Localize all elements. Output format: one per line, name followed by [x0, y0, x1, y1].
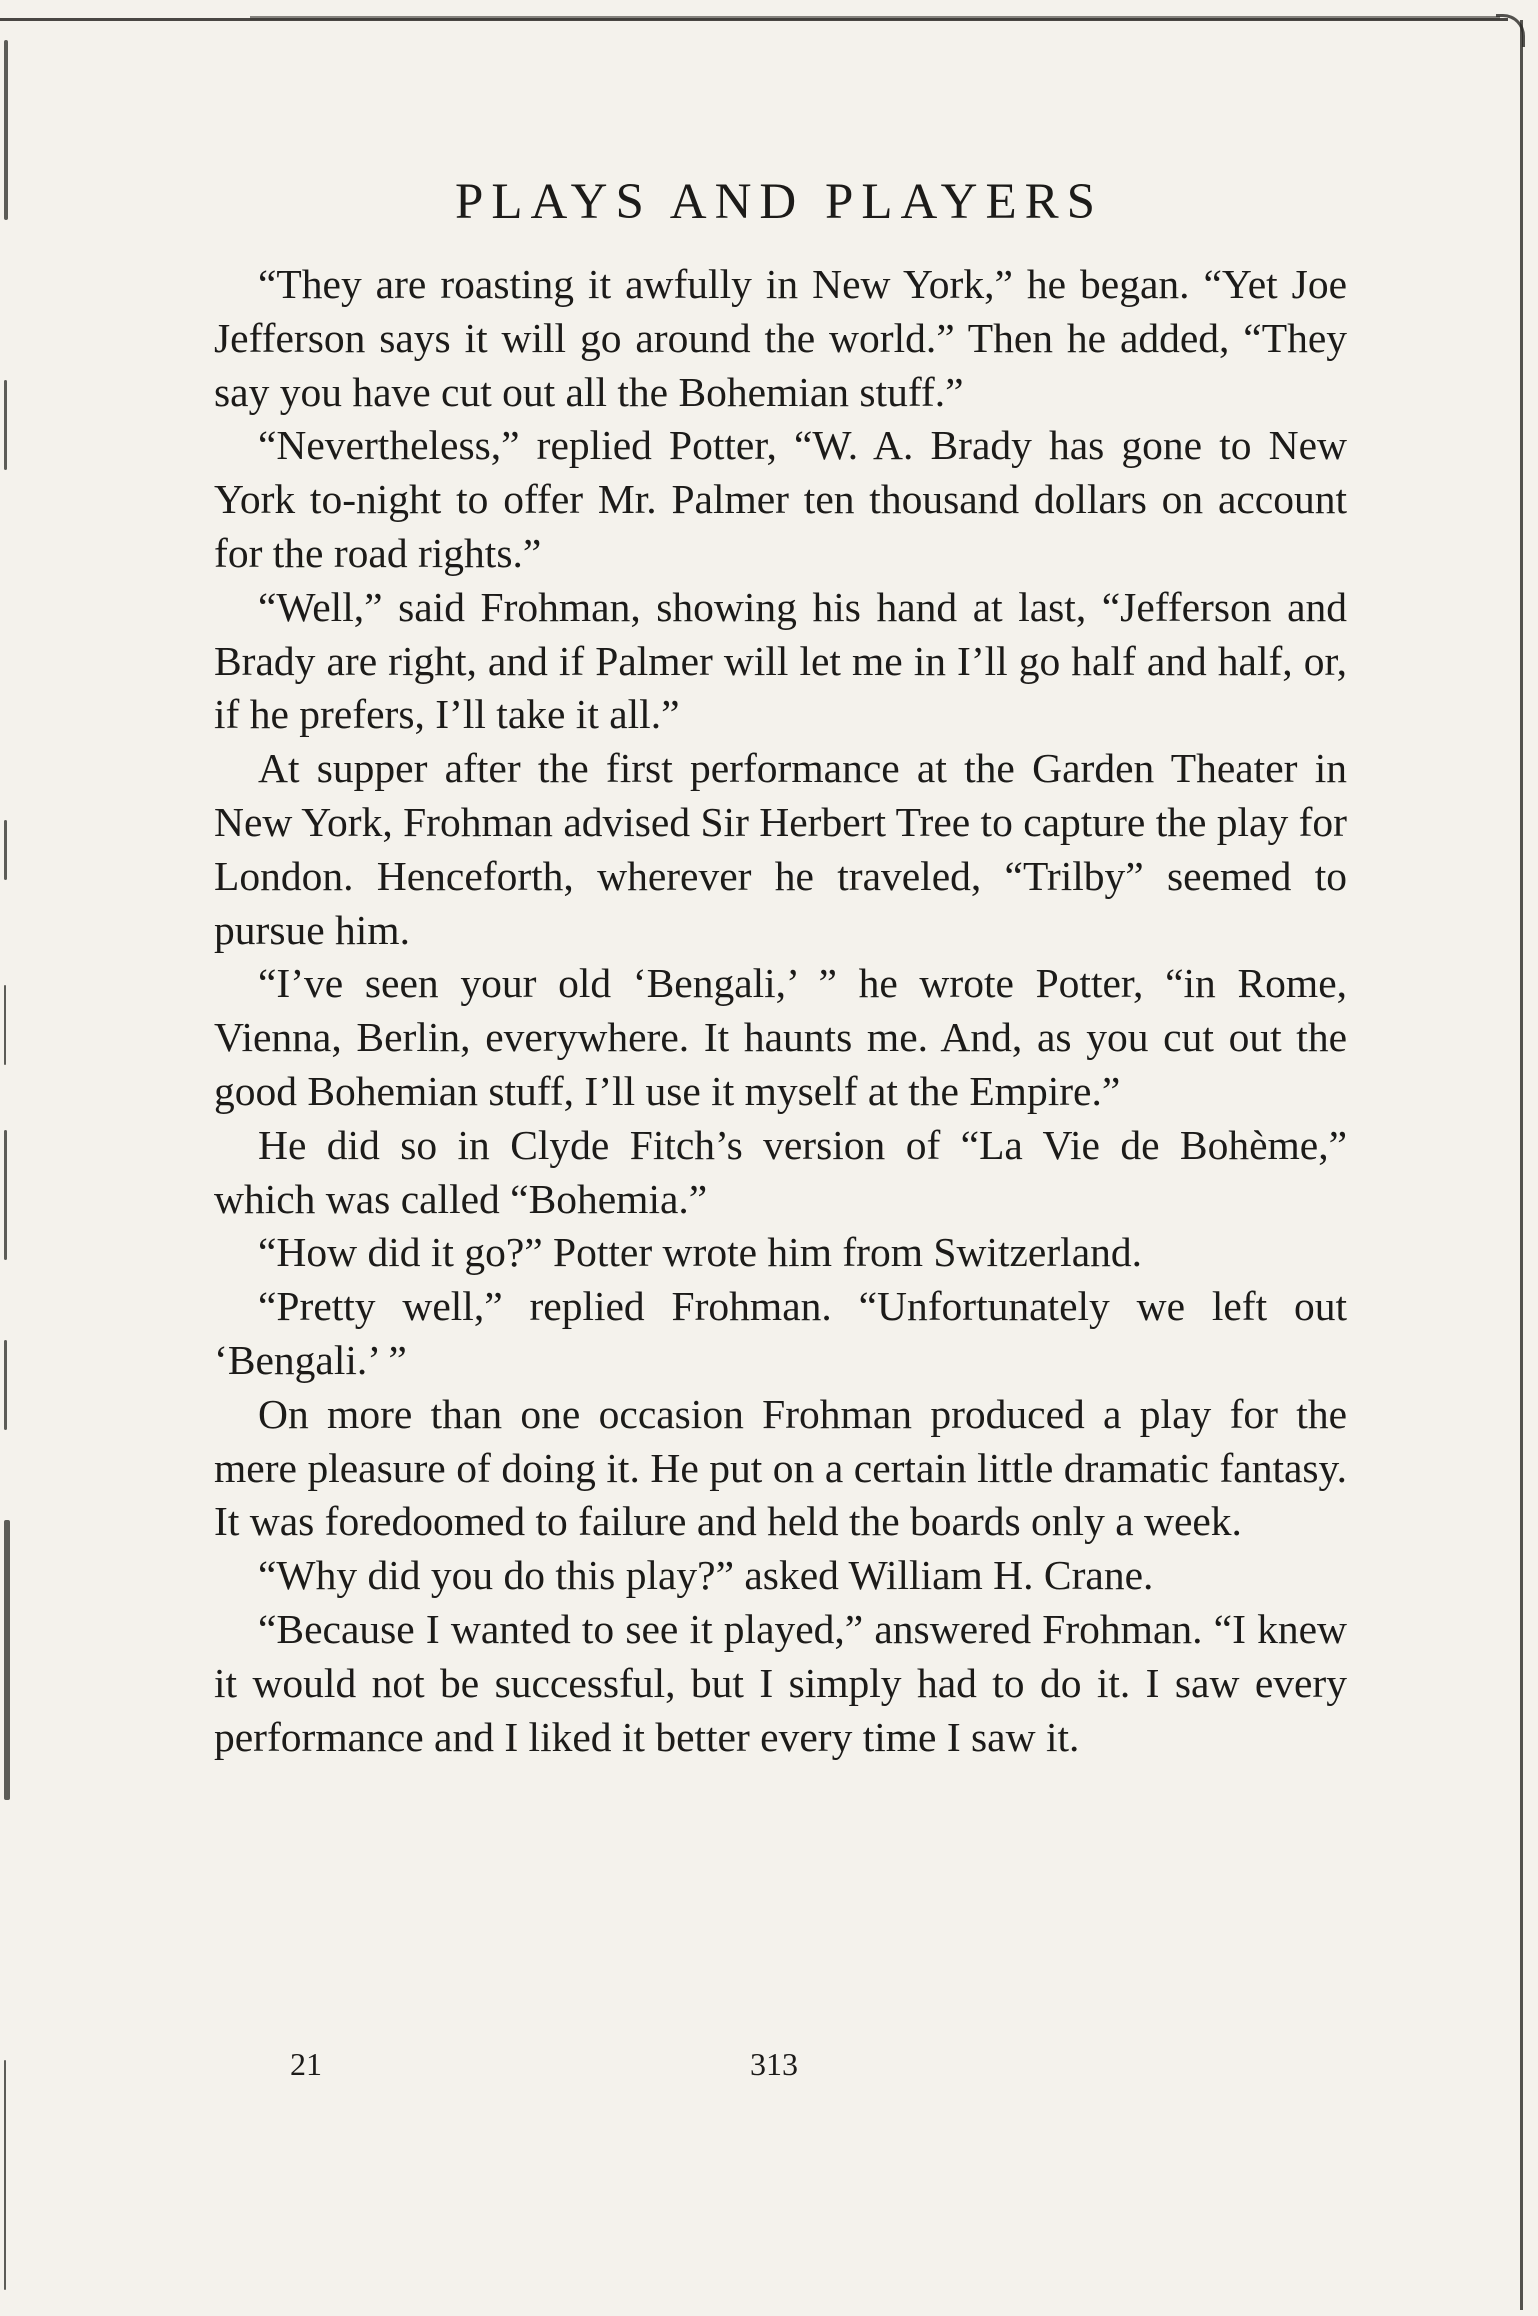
signature-mark: 21 — [290, 2046, 322, 2082]
paragraph: “Nevertheless,” replied Potter, “W. A. Brady has gone to New York to-night to offer Mr. Palmer ten thousand dollars on account for the road rights.” — [214, 422, 1347, 576]
page-edge-left-mark — [4, 1340, 7, 1430]
paragraph: At supper after the first performance at the Garden Theater in New York, Frohman advised Sir Herbert Tree to capture the play for London. Henceforth, wherever he traveled, “Trilby” seemed to pursue him. — [214, 745, 1347, 953]
paragraph: He did so in Clyde Fitch’s version of “La Vie de Bohème,” which was called “Bohemia.” — [214, 1121, 1347, 1222]
page-edge-left-mark — [4, 820, 7, 880]
running-head: PLAYS AND PLAYERS — [454, 174, 1104, 230]
paragraph: “Well,” said Frohman, showing his hand at last, “Jefferson and Brady are right, and if Palmer will let me in I’ll go half and half, or, if he prefers, I’ll take it all.” — [214, 583, 1347, 738]
paragraph: “They are roasting it awfully in New York,” he began. “Yet Joe Jefferson says it will go around the world.” Then he added, “They say you have cut out all the Bohemian stuff.” — [214, 261, 1347, 415]
paragraph: “Because I wanted to see it played,” answered Frohman. “I knew it would not be successful, but I simply had to do it. I saw every performance and I liked it better every time I saw it. — [214, 1605, 1347, 1760]
page-edge-left-mark — [4, 1520, 10, 1800]
page-edge-left-mark — [4, 380, 7, 470]
paragraph: “Pretty well,” replied Frohman. “Unfortunately we left out ‘Bengali.’ ” — [214, 1283, 1347, 1383]
page-edge-left-mark — [4, 985, 6, 1065]
body-text — [214, 258, 1347, 1764]
page-edge-left-mark — [4, 1130, 7, 1260]
page-edge-right — [1520, 20, 1523, 2310]
paragraph: “I’ve seen your old ‘Bengali,’ ” he wrote Potter, “in Rome, Vienna, Berlin, everywhere. It haunts me. And, as you cut out the good Bohemian stuff, I’ll use it myself at the Empire.” — [214, 960, 1347, 1114]
page-edge-top-shadow — [250, 16, 1500, 20]
page-edge-left-mark — [4, 2060, 6, 2290]
paragraph: “Why did you do this play?” asked William H. Crane. — [258, 1552, 1154, 1599]
paragraph: “How did it go?” Potter wrote him from Switzerland. — [258, 1229, 1142, 1276]
paragraph: On more than one occasion Frohman produced a play for the mere pleasure of doing it. He put on a certain little dramatic fantasy. It was foredoomed to failure and held the boards only a week. — [214, 1390, 1347, 1545]
page-number: 313 — [750, 2046, 798, 2082]
